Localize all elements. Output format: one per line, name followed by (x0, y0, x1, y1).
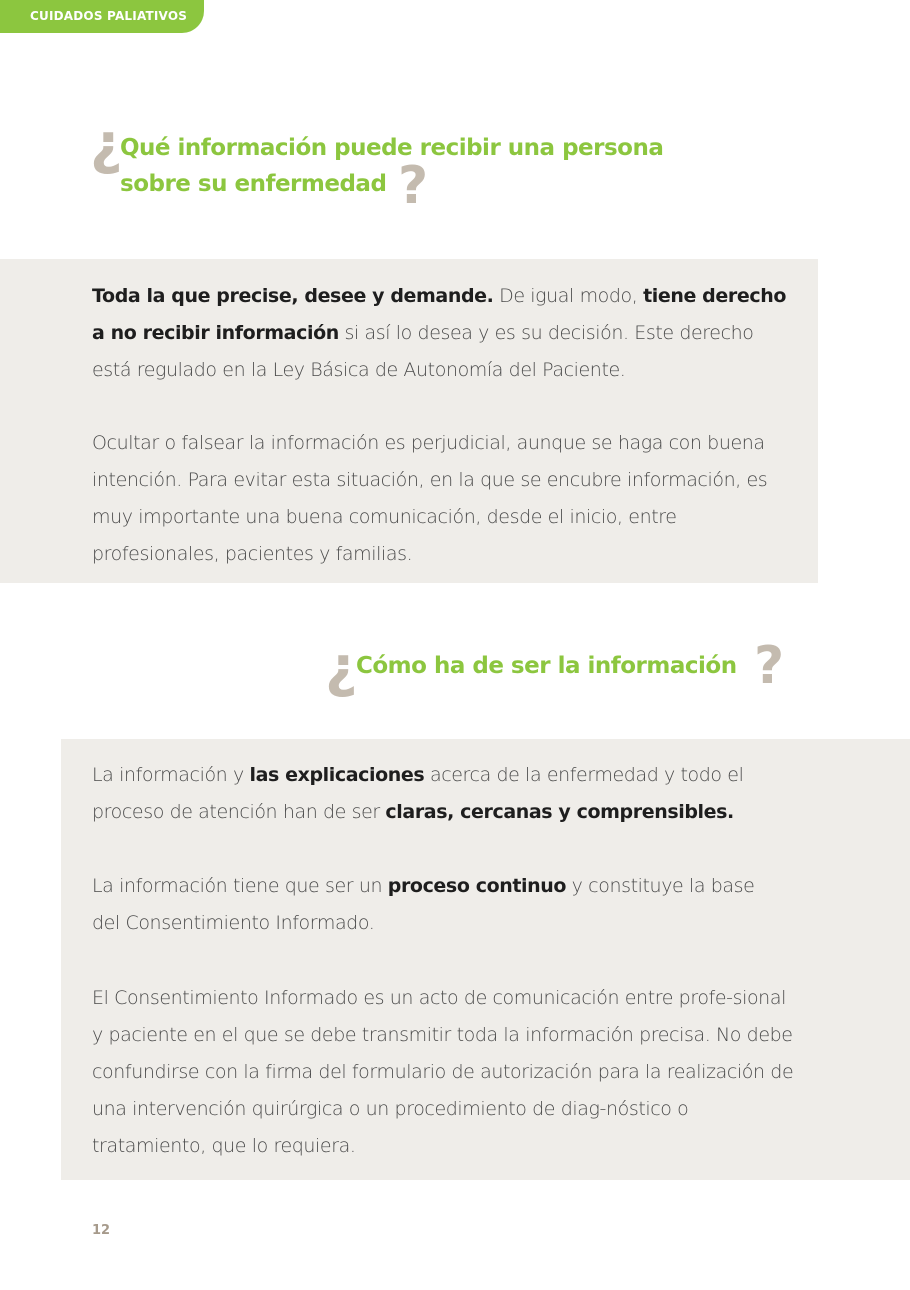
highlight-text: proceso continuo (387, 875, 567, 897)
body-text: La información y (92, 764, 250, 786)
section-1-paragraph-2: Ocultar o falsear la información es perjudicial, aunque se haga con buena intención. Para evitar esta situación, en la que se encubre información, es muy importante una buena comunicación, desde el inicio, entre profesionales, pacientes y familias. (92, 432, 768, 565)
close-question-mark-icon: ? (754, 636, 785, 696)
highlight-text: tiene derecho a no recibir información (92, 285, 786, 344)
page-number: 12 (92, 1223, 111, 1238)
section-1-title-line-1: Qué información puede recibir una persona (120, 135, 664, 161)
open-question-mark-icon: ¿ (325, 635, 358, 700)
close-question-mark-icon: ? (398, 156, 429, 216)
highlight-text: claras, cercanas y comprensibles. (385, 801, 734, 823)
section-2-paragraph-1 (92, 757, 792, 831)
body-text: acerca de la enfermedad y todo el proceso de atención han de ser (92, 764, 744, 823)
section-1-paragraph-1 (92, 278, 797, 389)
body-text: La información tiene que ser un (92, 875, 388, 897)
section-2-title: Cómo ha de ser la información (356, 653, 737, 679)
open-question-mark-icon: ¿ (90, 112, 123, 177)
section-2-paragraph-2 (92, 868, 772, 942)
section-tab: CUIDADOS PALIATIVOS (0, 0, 204, 33)
body-text: De igual modo, (493, 285, 644, 307)
highlight-text: las explicaciones (249, 764, 425, 786)
section-2-paragraph-3: El Consentimiento Informado es un acto de comunicación entre profe-sional y paciente en el que se debe transmitir toda la información precisa. No debe confundirse con la firma del formulario de autorización para la realización de una intervención quirúrgica o un procedimiento de diag-nóstico o tratamiento, que lo requiera. (92, 987, 794, 1157)
section-1-title (120, 130, 760, 202)
body-text: y constituye la base del Consentimiento Informado. (92, 875, 755, 934)
section-1-title-line-2-text: sobre su enfermedad (120, 171, 387, 197)
section-1-title-line-2 (120, 166, 760, 202)
body-text: si así lo desea y es su decisión. Este derecho está regulado en la Ley Básica de Autonomía del Paciente. (92, 322, 754, 381)
highlight-text: Toda la que precise, desee y demande. (92, 285, 494, 307)
